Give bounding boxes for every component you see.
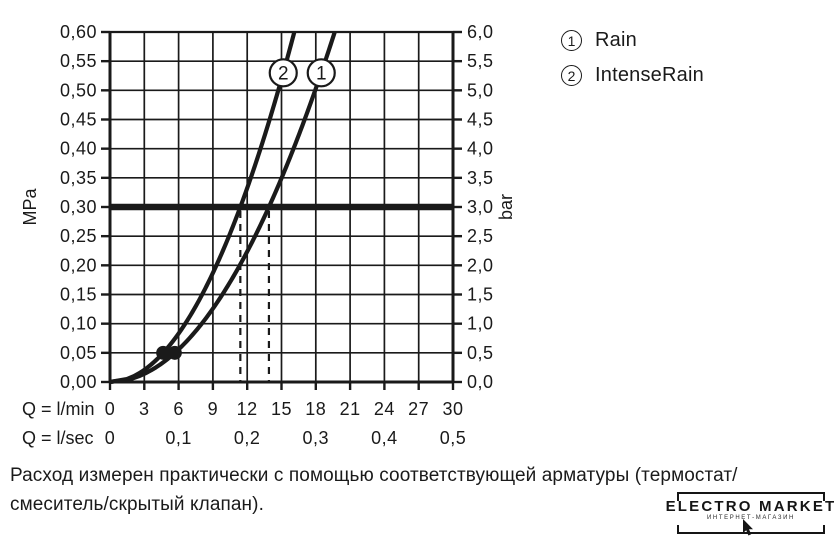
y-tick-label-bar: 5,0 bbox=[467, 80, 494, 101]
x-tick-label-lsec: 0,2 bbox=[233, 428, 261, 448]
x-tick-label-lmin: 27 bbox=[408, 399, 430, 419]
x-axis-lmin-title: Q = l/min bbox=[22, 399, 95, 419]
curve-callout-number-1: 1 bbox=[315, 63, 327, 85]
x-tick-label-lmin: 21 bbox=[339, 399, 361, 419]
x-tick-label-lmin: 6 bbox=[173, 399, 184, 419]
chart-legend bbox=[561, 28, 704, 98]
y-tick-label-mpa: 0,15 bbox=[59, 284, 97, 305]
x-tick-label-lmin: 30 bbox=[442, 399, 464, 419]
series-1-marker: 1 bbox=[561, 30, 582, 51]
x-tick-label-lmin: 24 bbox=[373, 399, 395, 419]
x-axis-lsec-title: Q = l/sec bbox=[22, 428, 94, 448]
x-axis-lmin bbox=[22, 399, 464, 419]
watermark-title: ELECTRO MARKET bbox=[665, 498, 837, 515]
y-tick-label-bar: 3,5 bbox=[467, 167, 494, 188]
x-tick-label-lsec: 0,3 bbox=[302, 428, 330, 448]
y-tick-label-mpa: 0,20 bbox=[59, 255, 97, 276]
y-axis-bar-title: bar bbox=[496, 193, 516, 221]
x-tick-label-lsec: 0,5 bbox=[439, 428, 467, 448]
y-tick-label-mpa: 0,25 bbox=[59, 226, 97, 247]
y-tick-label-mpa: 0,40 bbox=[59, 138, 97, 159]
y-tick-label-mpa: 0,30 bbox=[59, 197, 97, 217]
x-tick-label-lmin: 9 bbox=[207, 399, 219, 419]
series-2-label: IntenseRain bbox=[595, 64, 704, 86]
y-tick-label-bar: 4,5 bbox=[467, 109, 494, 130]
legend-item-intenserain bbox=[561, 63, 704, 88]
measurement-note-line2: смеситель/скрытый клапан). bbox=[10, 493, 264, 515]
y-tick-label-mpa: 0,55 bbox=[59, 51, 97, 72]
x-tick-label-lmin: 15 bbox=[270, 399, 293, 419]
x-tick-label-lmin: 3 bbox=[139, 399, 150, 419]
measurement-note-line1: Расход измерен практически с помощью соответствующей арматуры (термостат/ bbox=[10, 465, 738, 486]
x-axis-lsec bbox=[22, 428, 466, 448]
x-tick-label-lsec: 0,4 bbox=[371, 428, 398, 448]
y-tick-label-bar: 0,5 bbox=[467, 342, 494, 363]
y-tick-label-bar: 5,5 bbox=[467, 51, 494, 72]
y-tick-label-bar: 4,0 bbox=[467, 138, 494, 159]
y-tick-label-bar: 2,5 bbox=[467, 226, 494, 247]
y-axis-bar-labels bbox=[467, 22, 516, 392]
x-tick-label-lmin: 18 bbox=[305, 399, 327, 419]
mouse-cursor-icon bbox=[742, 519, 756, 537]
y-tick-label-bar: 0,0 bbox=[467, 372, 494, 392]
min-flow-dot-2 bbox=[156, 346, 170, 360]
y-tick-label-bar: 1,5 bbox=[467, 284, 494, 305]
y-tick-label-mpa: 0,45 bbox=[59, 109, 97, 130]
electro-market-watermark bbox=[662, 486, 840, 542]
x-tick-label-lmin: 0 bbox=[104, 399, 116, 419]
y-tick-label-mpa: 0,05 bbox=[59, 342, 97, 363]
y-tick-label-bar: 1,0 bbox=[467, 313, 494, 334]
y-axis-mpa-title: MPa bbox=[20, 188, 40, 226]
y-tick-label-bar: 2,0 bbox=[467, 255, 494, 276]
legend-item-rain bbox=[561, 28, 704, 53]
curve-callout-1 bbox=[308, 59, 335, 86]
x-tick-label-lsec: 0 bbox=[104, 428, 116, 448]
y-tick-label-mpa: 0,50 bbox=[59, 80, 97, 101]
y-tick-label-mpa: 0,35 bbox=[59, 167, 97, 188]
y-tick-label-bar: 3,0 bbox=[467, 197, 494, 217]
x-tick-label-lsec: 0,1 bbox=[165, 428, 192, 448]
y-tick-label-mpa: 0,00 bbox=[59, 372, 97, 392]
curve-callout-number-2: 2 bbox=[277, 63, 289, 85]
series-2-marker: 2 bbox=[561, 65, 582, 86]
y-tick-label-mpa: 0,10 bbox=[59, 313, 97, 334]
y-axis-mpa-labels bbox=[20, 22, 97, 392]
curve-callout-2 bbox=[270, 59, 297, 86]
x-tick-label-lmin: 12 bbox=[236, 399, 258, 419]
watermark-subtitle: ИНТЕРНЕТ-МАГАЗИН bbox=[707, 515, 795, 521]
y-tick-label-bar: 6,0 bbox=[467, 22, 494, 42]
series-1-label: Rain bbox=[595, 29, 637, 51]
y-tick-label-mpa: 0,60 bbox=[59, 22, 97, 42]
